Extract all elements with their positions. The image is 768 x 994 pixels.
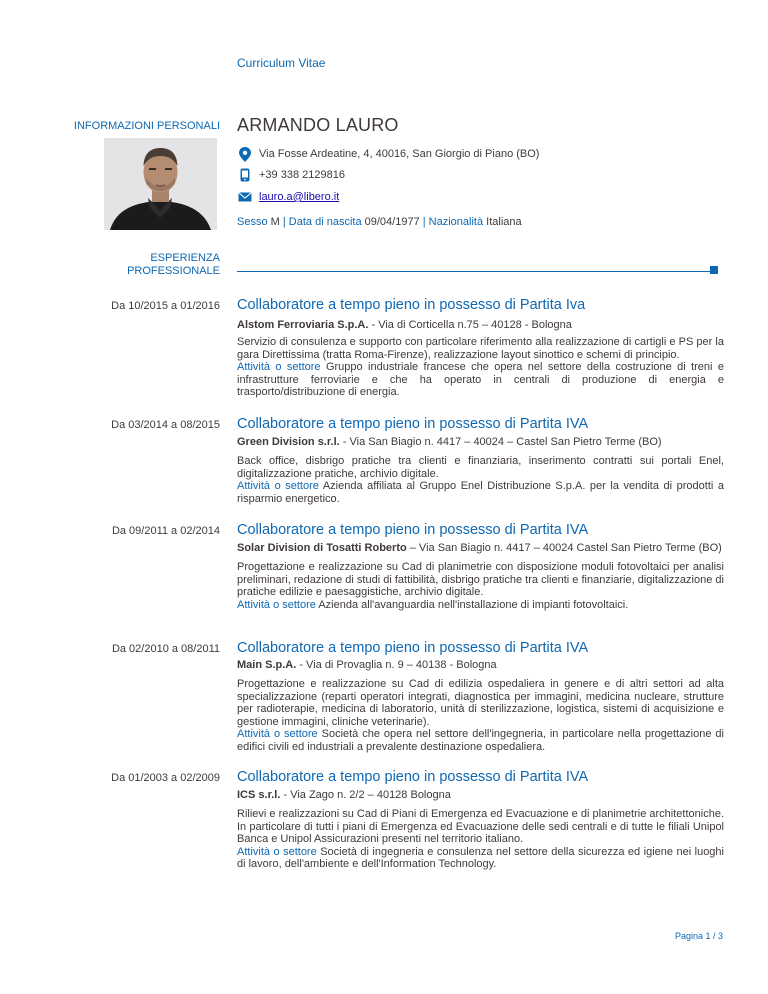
email-row — [237, 190, 339, 204]
employer-name: Main S.p.A. — [237, 659, 297, 671]
sector-text: Società che opera nel settore dell'ingegneria, in particolare nella progettazione di edifici civili ed industriali a prevalente destinazione ospedaliera. — [237, 728, 724, 753]
job-title: Collaboratore a tempo pieno in possesso di Partita IVA — [237, 416, 589, 432]
job-date: Da 09/2011 a 02/2014 — [111, 525, 220, 537]
nationality-label: Nazionalità — [428, 216, 484, 228]
sector-text: Azienda affiliata al Gruppo Enel Distribuzione S.p.A. per la vendita di prodotti a risparmio energetico. — [237, 480, 724, 505]
sector-text: Società di ingegneria e consulenza nel settore della sicurezza ed igiene nei luoghi di lavoro, dell'ambiente e dell'Information Technology. — [237, 845, 724, 871]
personal-info-label: INFORMAZIONI PERSONALI — [73, 120, 220, 132]
envelope-icon — [237, 190, 253, 204]
experience-label-line-1: ESPERIENZA — [150, 252, 220, 264]
employer-name: Solar Division di Tosatti Roberto — [237, 542, 407, 554]
sex-value: M — [270, 216, 280, 228]
employer-address: – Via San Biagio n. 4417 – 40024 Castel San Pietro Terme (BO) — [406, 542, 722, 554]
experience-label-line-2: PROFESSIONALE — [127, 265, 220, 277]
job-date: Da 01/2003 a 02/2009 — [111, 772, 220, 784]
phone-row — [237, 168, 345, 182]
description-text: Rilievi e realizzazioni su Cad di Piani di Emergenza ed Evacuazione e di planimetrie architettoniche. In particolare di tutti i piani di Emergenza ed Evacuazione delle sedi centrali e di tutte le filiali Unipol Banca e Unipol Assicurazioni presenti nel territorio italiano. — [237, 808, 724, 846]
job-description — [237, 561, 724, 611]
birth-value: 09/04/1977 — [364, 216, 420, 228]
section-divider — [237, 271, 710, 272]
birth-label: Data di nascita — [288, 216, 362, 228]
candidate-name: ARMANDO LAURO — [237, 115, 399, 135]
address-text: Via Fosse Ardeatine, 4, 40016, San Giorgio di Piano (BO) — [259, 148, 540, 160]
employer-name: ICS s.r.l. — [237, 789, 281, 801]
job-description — [237, 336, 724, 399]
description-text: Servizio di consulenza e supporto con particolare riferimento alla realizzazione di cartigli e PS per la gara Direttissima (tratta Roma-Firenze), realizzazione layout sinottico e schemi di principio. — [237, 336, 724, 361]
job-description — [237, 808, 724, 871]
description-text: Progettazione e realizzazione su Cad di planimetrie con disposizione moduli fotovoltaici per analisi preliminari, redazione di studi di fattibilità, disbrigo pratiche tra clienti e finanziarie, digitalizzazione di pratiche edilizie e paesaggistiche, archivio digitale. — [237, 561, 724, 599]
sector-label: Attività o settore — [237, 728, 318, 741]
sector-text: Gruppo industriale francese che opera nel settore della costruzione di treni e infrastrutture ferroviarie e che ha operato in centrali di produzione di energia e trasporto/distribuzione di energia. — [237, 361, 724, 399]
job-title: Collaboratore a tempo pieno in possesso di Partita Iva — [237, 297, 586, 313]
job-date: Da 02/2010 a 08/2011 — [111, 643, 220, 655]
profile-photo — [104, 138, 217, 230]
job-employer — [237, 319, 724, 331]
job-employer — [237, 789, 724, 801]
page-number: Pagina 1 / 3 — [674, 931, 723, 941]
phone-icon — [237, 168, 253, 182]
separator: | — [282, 216, 286, 228]
job-employer — [237, 542, 724, 554]
job-title: Collaboratore a tempo pieno in possesso di Partita IVA — [237, 640, 589, 656]
description-text: Back office, disbrigo pratiche tra clienti e finanziaria, inserimento contratti sui portali Enel, digitalizzazione pratiche, archivio digitale. — [237, 455, 724, 480]
employer-address: - Via di Corticella n.75 – 40128 - Bologna — [368, 319, 572, 331]
employer-name: Alstom Ferroviaria S.p.A. — [237, 319, 369, 331]
address-row — [237, 147, 539, 161]
sector-label: Attività o settore — [237, 845, 317, 858]
employer-address: - Via Zago n. 2/2 – 40128 Bologna — [280, 789, 451, 801]
nationality-value: Italiana — [486, 216, 522, 228]
job-date: Da 10/2015 a 01/2016 — [111, 300, 220, 312]
map-pin-icon — [237, 147, 253, 161]
employer-name: Green Division s.r.l. — [237, 436, 340, 448]
job-title: Collaboratore a tempo pieno in possesso di Partita IVA — [237, 522, 589, 538]
job-employer — [237, 659, 724, 671]
employer-address: - Via di Provaglia n. 9 – 40138 - Bologna — [296, 659, 497, 671]
job-title: Collaboratore a tempo pieno in possesso di Partita IVA — [237, 769, 589, 785]
phone-text: +39 338 2129816 — [259, 169, 345, 181]
job-employer — [237, 436, 724, 448]
sex-label: Sesso — [237, 216, 268, 228]
description-text: Progettazione e realizzazione su Cad di edilizia ospedaliera in genere e di altri settori ad alta specializzazione (reparti operatori integrati, diagnostica per immagini, medicina nucleare, strutture per radioterapie, medicina di laboratorio, unità di sterilizzazione, logistica, sistemi di acquisizione e gestione immagini, cliniche veterinarie). — [237, 678, 724, 728]
sector-label: Attività o settore — [237, 598, 316, 611]
sector-label: Attività o settore — [237, 480, 319, 493]
sector-text: Azienda all'avanguardia nell'installazione di impianti fotovoltaici. — [318, 598, 629, 611]
email-link[interactable]: lauro.a@libero.it — [259, 191, 340, 203]
job-description — [237, 455, 724, 505]
job-date: Da 03/2014 a 08/2015 — [111, 419, 220, 431]
job-description — [237, 678, 724, 754]
section-marker — [710, 266, 718, 274]
experience-section-label — [127, 252, 220, 278]
cv-header-title: Curriculum Vitae — [237, 56, 326, 70]
personal-details-line — [237, 216, 522, 228]
separator: | — [422, 216, 426, 228]
sector-label: Attività o settore — [237, 361, 321, 374]
employer-address: - Via San Biagio n. 4417 – 40024 – Castel San Pietro Terme (BO) — [339, 436, 662, 448]
